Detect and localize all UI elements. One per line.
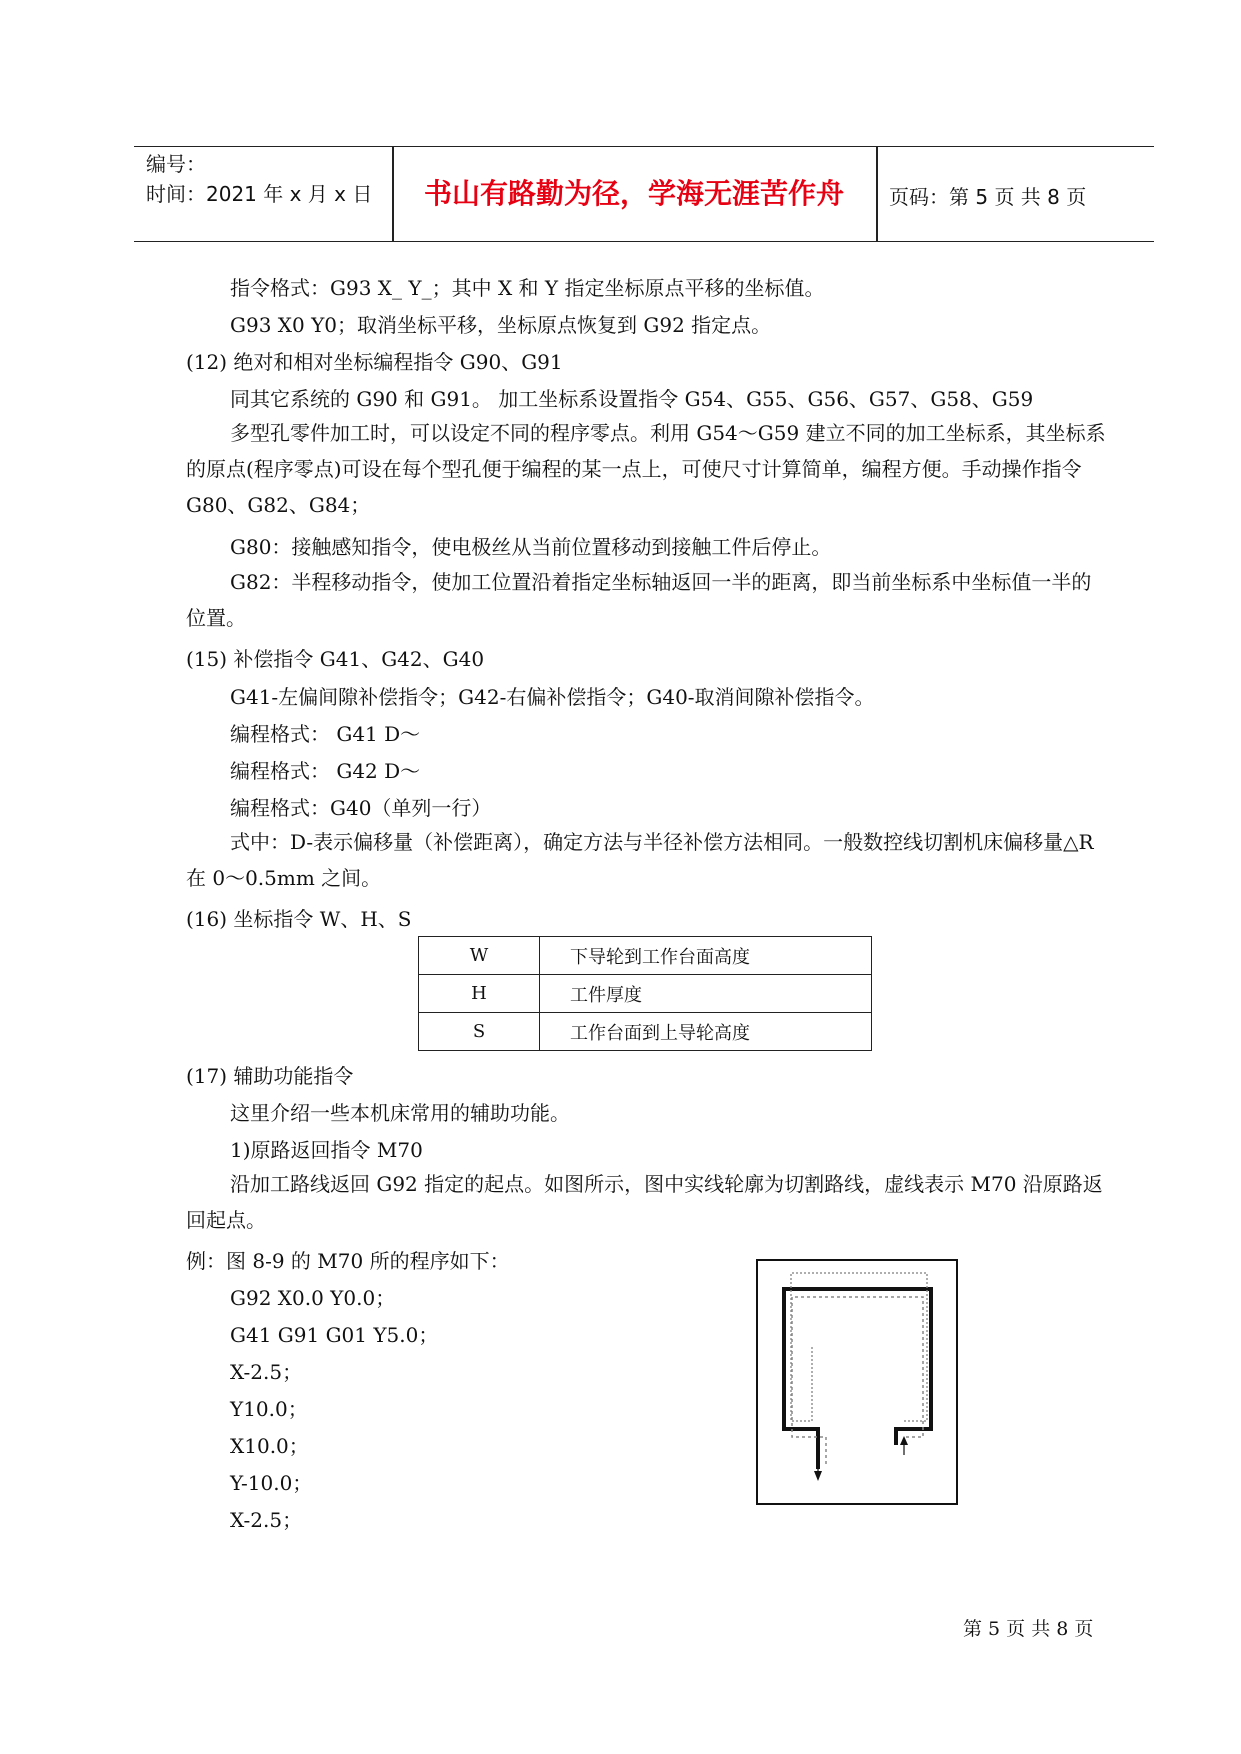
- down-arrow-icon: [814, 1471, 822, 1481]
- header-page-info: 页码：第 5 页 共 8 页: [889, 185, 1087, 209]
- code-line: X-2.5；: [230, 1508, 303, 1532]
- table-row: [419, 937, 872, 975]
- time-label: 时间：2021 年 x 月 x 日: [146, 182, 373, 206]
- page-header: [134, 146, 1154, 242]
- code-line: X-2.5；: [230, 1360, 303, 1384]
- paragraph: 多型孔零件加工时，可以设定不同的程序零点。利用 G54～G59 建立不同的加工坐标系，其坐标系的原点(程序零点)可设在每个型孔便于编程的某一点上，可使尺寸计算简单，编程方便。手动操作指令 G80、G82、G84；: [186, 421, 1106, 517]
- text-line: 编程格式：G40（单列一行）: [230, 796, 492, 820]
- text-line: 同其它系统的 G90 和 G91。 加工坐标系设置指令 G54、G55、G56、G57、G58、G59: [230, 387, 1034, 411]
- table-cell-code: S: [419, 1013, 540, 1051]
- text-line: 1)原路返回指令 M70: [230, 1138, 423, 1162]
- table-row: [419, 975, 872, 1013]
- text-line: 编程格式： G41 D～: [230, 722, 421, 746]
- page-footer: 第 5 页 共 8 页: [963, 1618, 1094, 1640]
- code-line: G41 G91 G01 Y5.0；: [230, 1323, 439, 1347]
- code-line: G92 X0.0 Y0.0；: [230, 1286, 396, 1310]
- text-line: 这里介绍一些本机床常用的辅助功能。: [230, 1101, 570, 1125]
- text-line: G41-左偏间隙补偿指令；G42-右偏补偿指令；G40-取消间隙补偿指令。: [230, 685, 875, 709]
- header-meta: [146, 149, 372, 209]
- paragraph: 式中：D-表示偏移量（补偿距离），确定方法与半径补偿方法相同。一般数控线切割机床偏移量△R 在 0～0.5mm 之间。: [186, 830, 1094, 890]
- header-motto: 书山有路勤为径，学海无涯苦作舟: [423, 177, 844, 210]
- offset-path: [791, 1273, 927, 1421]
- m70-path-figure: [756, 1259, 958, 1505]
- text-line: G80：接触感知指令，使电极丝从当前位置移动到接触工件后停止。: [230, 535, 832, 559]
- text-line: 指令格式：G93 X_ Y_；其中 X 和 Y 指定坐标原点平移的坐标值。: [230, 276, 825, 300]
- table-cell-desc: 工件厚度: [540, 975, 872, 1013]
- header-divider: [876, 147, 878, 241]
- code-line: Y10.0；: [230, 1397, 308, 1421]
- section-heading: (17) 辅助功能指令: [186, 1064, 354, 1088]
- code-line: X10.0；: [230, 1434, 309, 1458]
- paragraph: 沿加工路线返回 G92 指定的起点。如图所示，图中实线轮廓为切割路线，虚线表示 M70 沿原路返回起点。: [186, 1172, 1103, 1232]
- table-cell-code: W: [419, 937, 540, 975]
- number-label: 编号：: [146, 152, 206, 176]
- text-line: G93 X0 Y0；取消坐标平移，坐标原点恢复到 G92 指定点。: [230, 313, 772, 337]
- text-line: 编程格式： G42 D～: [230, 759, 421, 783]
- table-cell-code: H: [419, 975, 540, 1013]
- table-cell-desc: 工作台面到上导轮高度: [540, 1013, 872, 1051]
- text-line: 例：图 8-9 的 M70 所的程序如下：: [186, 1249, 510, 1273]
- section-heading: (16) 坐标指令 W、H、S: [186, 907, 412, 931]
- table-row: [419, 1013, 872, 1051]
- paragraph: G82：半程移动指令，使加工位置沿着指定坐标轴返回一半的距离，即当前坐标系中坐标值一半的位置。: [186, 570, 1092, 630]
- table-cell-desc: 下导轮到工作台面高度: [540, 937, 872, 975]
- code-line: Y-10.0；: [230, 1471, 313, 1495]
- section-heading: (12) 绝对和相对坐标编程指令 G90、G91: [186, 350, 563, 374]
- coordinate-table: [418, 936, 872, 1051]
- section-heading: (15) 补偿指令 G41、G42、G40: [186, 647, 485, 671]
- cutting-path: [784, 1289, 931, 1469]
